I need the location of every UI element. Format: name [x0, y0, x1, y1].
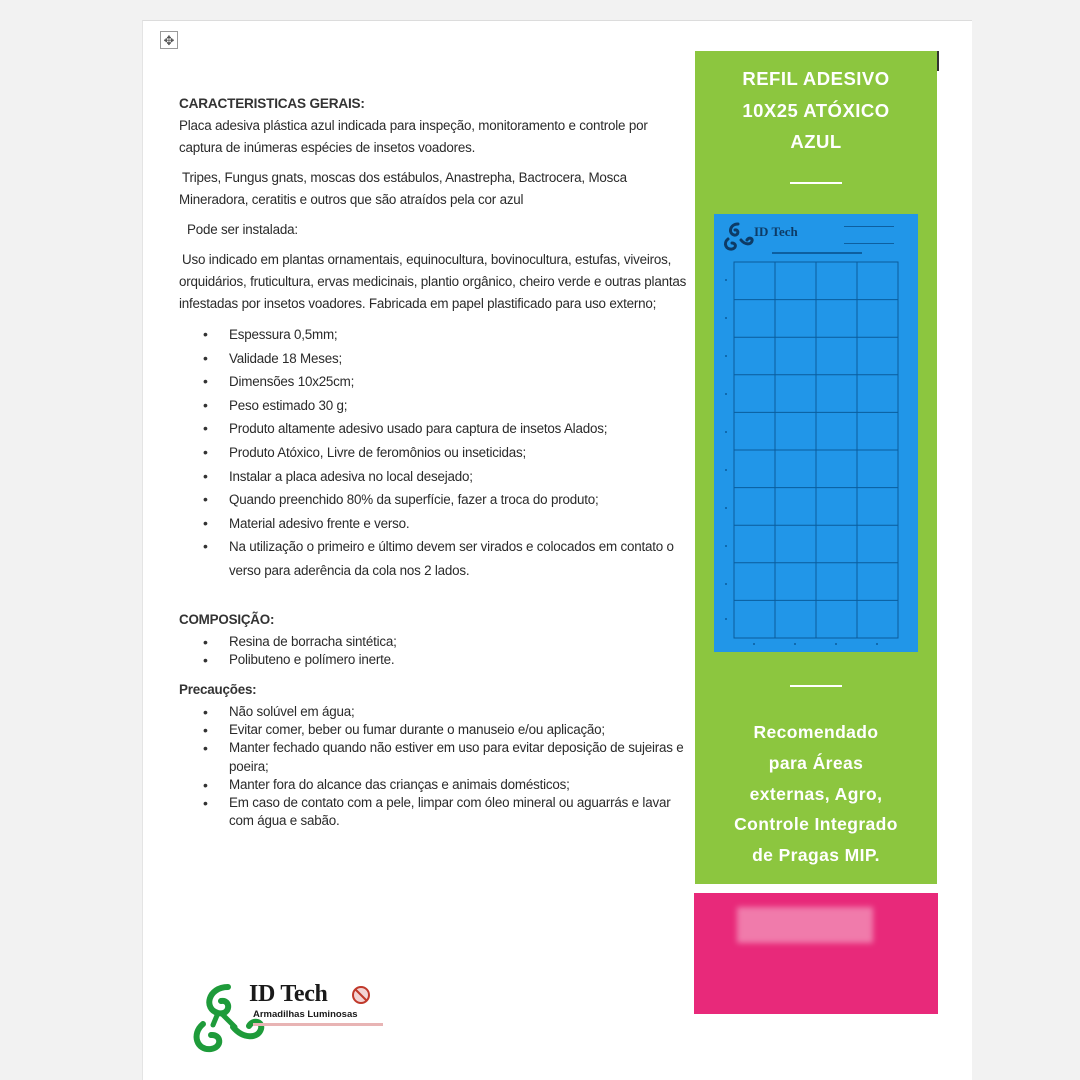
banner-recommendation: [695, 717, 937, 871]
list-item: • Manter fechado quando não estiver em uso para evitar deposição de sujeiras e poeira;: [203, 739, 689, 775]
precautions-section: [179, 679, 689, 830]
blue-sticky-card-image: [714, 214, 918, 652]
list-item: • Produto altamente adesivo usado para captura de insetos Alados;: [203, 417, 689, 441]
list-item: • Evitar comer, beber ou fumar durante o manuseio e/ou aplicação;: [203, 721, 689, 739]
banner-footer-line: de Pragas MIP.: [752, 845, 880, 866]
card-brand: ID Tech: [754, 224, 798, 239]
pink-banner: [694, 893, 938, 1014]
document-body: [179, 93, 689, 830]
list-item: • Instalar a placa adesiva no local desejado;: [203, 465, 689, 489]
composition-section: [179, 609, 689, 669]
list-item: • Peso estimado 30 g;: [203, 394, 689, 418]
card-grid: [714, 214, 918, 652]
pests-paragraph: Tripes, Fungus gnats, moscas dos estábulos, Anastrepha, Bactrocera, Mosca Mineradora, ceratitis e outros que são atraídos pela cor azul: [179, 170, 627, 207]
usage-paragraph: Uso indicado em plantas ornamentais, equinocultura, bovinocultura, estufas, viveiros, orquidários, fruticultura, ervas medicinais, plantio orgânico, cheiro verde e outras plantas infestadas por insetos voadores. Fabricada em papel plastificado para uso externo;: [179, 252, 687, 311]
logo-underline: [253, 1023, 383, 1026]
list-item: • Material adesivo frente e verso.: [203, 512, 689, 536]
general-characteristics-heading: CARACTERISTICAS GERAIS:: [179, 96, 365, 111]
divider: [790, 685, 842, 687]
divider: [790, 182, 842, 184]
list-item: • Na utilização o primeiro e último devem ser virados e colocados em contato o verso para aderência da cola nos 2 lados.: [203, 535, 689, 582]
list-item: • Validade 18 Meses;: [203, 347, 689, 371]
banner-footer-line: Controle Integrado: [734, 814, 898, 835]
list-item: • Resina de borracha sintética;: [203, 633, 689, 651]
intro-paragraph: Placa adesiva plástica azul indicada para inspeção, monitoramento e controle por captura de inúmeras espécies de insetos voadores.: [179, 118, 648, 155]
list-item: • Em caso de contato com a pele, limpar com óleo mineral ou aguarrás e lavar com água e sabão.: [203, 794, 689, 830]
banner-title-line: 10X25 ATÓXICO: [742, 99, 890, 121]
precautions-list: [203, 703, 689, 830]
list-item: • Espessura 0,5mm;: [203, 323, 689, 347]
banner-footer-line: externas, Agro,: [749, 783, 883, 804]
logo-tagline: Armadilhas Luminosas: [253, 1009, 358, 1020]
list-item: • Não solúvel em água;: [203, 703, 689, 721]
list-item: • Produto Atóxico, Livre de feromônios ou inseticidas;: [203, 441, 689, 465]
list-item: • Polibuteno e polímero inerte.: [203, 651, 689, 669]
banner-edge-mark: [937, 51, 939, 71]
banner-title-line: AZUL: [790, 131, 842, 152]
list-item: • Quando preenchido 80% da superfície, fazer a troca do produto;: [203, 488, 689, 512]
banner-title-line: REFIL ADESIVO: [742, 68, 890, 89]
blurred-label: [737, 907, 873, 943]
table-move-handle-icon[interactable]: ✥: [160, 31, 178, 49]
banner-footer-line: Recomendado: [753, 722, 879, 742]
banner-title: [695, 63, 937, 158]
id-tech-logo: [183, 979, 403, 1059]
install-paragraph: Pode ser instalada:: [187, 222, 298, 237]
composition-title: COMPOSIÇÃO:: [179, 611, 275, 627]
logo-name: ID Tech: [249, 981, 328, 1007]
spec-list: [203, 323, 689, 583]
banner-footer-line: para Áreas: [768, 752, 864, 773]
precautions-title: Precauções:: [179, 681, 257, 697]
list-item: • Dimensões 10x25cm;: [203, 370, 689, 394]
no-insect-icon: [351, 985, 371, 1005]
composition-list: [203, 633, 689, 669]
list-item: • Manter fora do alcance das crianças e animais domésticos;: [203, 776, 689, 794]
